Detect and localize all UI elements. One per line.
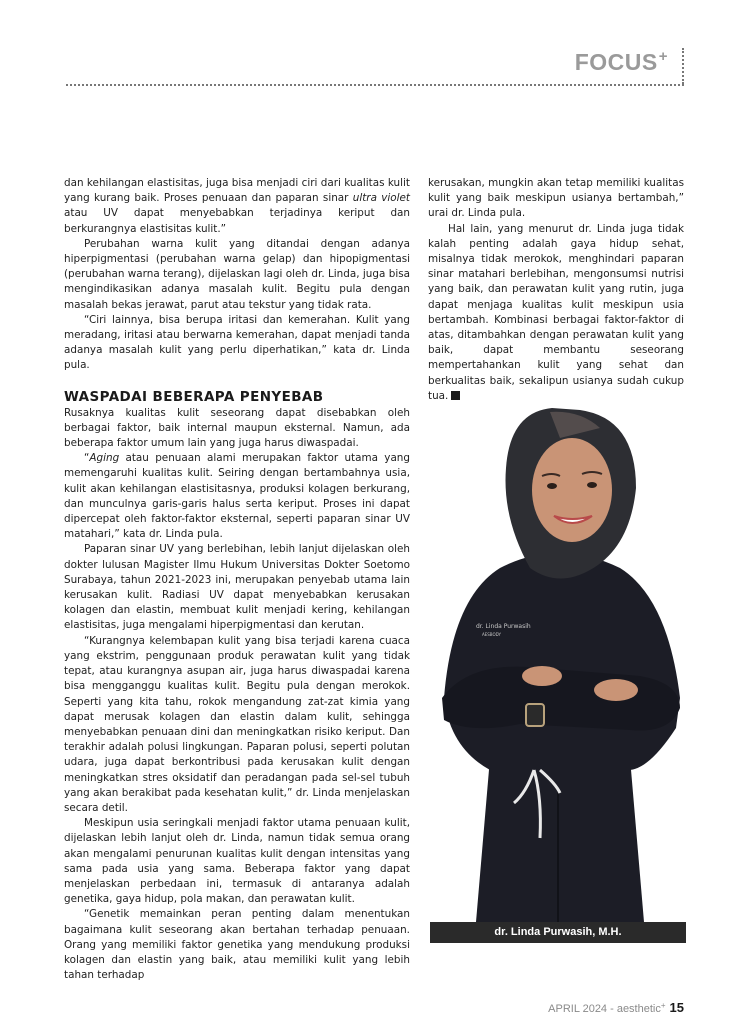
eye-right (587, 482, 597, 488)
paragraph: “Kurangnya kelembapan kulit yang bisa terjadi karena cuaca yang ekstrim, penggunaan produk perawatan kulit yang tidak tepat, atau kurangnya asupan air, juga harus diwaspadai karena bisa mengganggu kualitas kulit. Begitu pula dengan merokok. Seperti yang kita tahu, rokok mengandung zat-zat kimia yang dapat merusak kolagen dan elastin dalam kulit, sehingga menyebabkan penuaan dini dan meningkatkan risiko keriput. Dan terakhir adalah polusi lingkungan. Paparan polusi, seperti polutan udara, juga dapat berkontribusi pada kerusakan kulit dengan meningkatkan stres oksidatif dan peradangan pada sel-sel tubuh yang akan berakibat pada kesehatan kulit,” dr. Linda menjelaskan secara detil. (64, 634, 410, 814)
section-heading: WASPADAI BEBERAPA PENYEBAB (64, 388, 324, 405)
trousers (476, 758, 644, 922)
photo-caption: dr. Linda Purwasih, M.H. (430, 922, 686, 943)
paragraph: “Genetik memainkan peran penting dalam menentukan bagaimana kulit seseorang akan bertahan terhadap penuaan. Orang yang memiliki faktor genetika yang mendukung produksi kolagen dan elastin yang baik, atau memiliki kulit yang lebih tahan terhadap (64, 908, 410, 982)
badge-sub: AESBODY (482, 632, 501, 637)
badge-name: dr. Linda Purwasih (476, 623, 531, 630)
paragraph: Rusaknya kualitas kulit seseorang dapat disebabkan oleh berbagai faktor, baik internal maupun eksternal. Namun, ada beberapa faktor umum lain yang juga harus diwaspadai. (64, 406, 410, 450)
smartwatch (526, 704, 544, 726)
paragraph: Meskipun usia seringkali menjadi faktor utama penuaan kulit, dijelaskan lebih lanjut oleh dr. Linda, namun tidak semua orang akan mengalami penurunan kualitas kulit dengan intensitas yang sama pada usia yang sama. Beberapa faktor yang dapat menjelaskan perbedaan ini, termasuk di antaranya adalah genetika, gaya hidup, pola makan, dan perawatan kulit. (64, 817, 410, 906)
hand-right (594, 679, 638, 701)
paragraph: “Ciri lainnya, bisa berupa iritasi dan kemerahan. Kulit yang meradang, iritasi atau berwarna kemerahan, dapat menjadi tanda adanya masalah kulit yang perlu diperhatikan,” kata dr. Linda pula. (64, 313, 410, 372)
paragraph: Paparan sinar UV yang berlebihan, lebih lanjut dijelaskan oleh dokter lulusan Magister Ilmu Hukum Universitas Dokter Soetomo Surabaya, tahun 2021-2023 ini, merupakan penyebab utama lain kerusakan kulit. Radiasi UV dapat menyebabkan kerusakan kolagen dan elastin, membuat kulit menjadi kering, kehilangan elastisitas, juga mengalami hiperpigmentasi dan kerutan. (64, 543, 410, 632)
face (532, 438, 612, 542)
header-divider (66, 84, 684, 86)
paragraph: Hal lain, yang menurut dr. Linda juga tidak kalah penting adalah gaya hidup sehat, misalnya tidak merokok, menghindari paparan sinar matahari berlebihan, mengonsumsi nutrisi yang baik, dan perawatan kulit yang rutin, juga dapat menjaga kualitas kulit meskipun usia bertambah. Kombinasi berbagai faktor-faktor di atas, ditambahkan dengan perawatan kulit yang baik, dapat membantu seseorang mempertahankan kulit yang sehat dan berkualitas baik, sekalipun usianya sudah cukup tua. a+ (428, 222, 684, 402)
article-end-icon: a+ (451, 391, 460, 400)
paragraph: Perubahan warna kulit yang ditandai dengan adanya hiperpigmentasi (perubahan warna gelap) dan hipopigmentasi (perubahan warna terang), dijelaskan lagi oleh dr. Linda, juga bisa mengindikasikan adanya masalah kulit. Begitu pula dengan masalah bekas jerawat, parut atau tekstur yang tidak rata. (64, 237, 410, 311)
paragraph: “Aging atau penuaan alami merupakan faktor utama yang memengaruhi kualitas kulit. Seiring dengan bertambahnya usia, kulit akan kehilangan elastisitasnya, produksi kolagen berkurang, dan munculnya garis-garis halus serta keriput. Proses ini dapat dipercepat oleh faktor-faktor eksternal, seperti paparan sinar UV matahari,” kata dr. Linda pula. (64, 452, 410, 541)
page-footer: APRIL 2024 - aesthetic+ 15 (548, 1000, 684, 1015)
doctor-portrait-photo (430, 398, 686, 922)
scrub-top (444, 553, 680, 770)
paragraph: dan kehilangan elastisitas, juga bisa menjadi ciri dari kualitas kulit yang kurang baik. Proses penuaan dan paparan sinar ultra violet atau UV dapat menyebabkan terjadinya keriput dan berkurangnya elastisitas kulit.” (64, 177, 410, 235)
paragraph: kerusakan, mungkin akan tetap memiliki kualitas kulit yang baik meskipun usianya bertambah,” urai dr. Linda pula. (428, 177, 684, 220)
hand-left (522, 666, 562, 686)
article-column-right (428, 176, 684, 404)
magazine-section-logo: FOCUS+ (574, 48, 668, 75)
article-column-left (64, 176, 410, 983)
page-number: 15 (669, 1000, 684, 1015)
header-divider-vertical (682, 48, 684, 84)
eye-left (547, 483, 557, 489)
